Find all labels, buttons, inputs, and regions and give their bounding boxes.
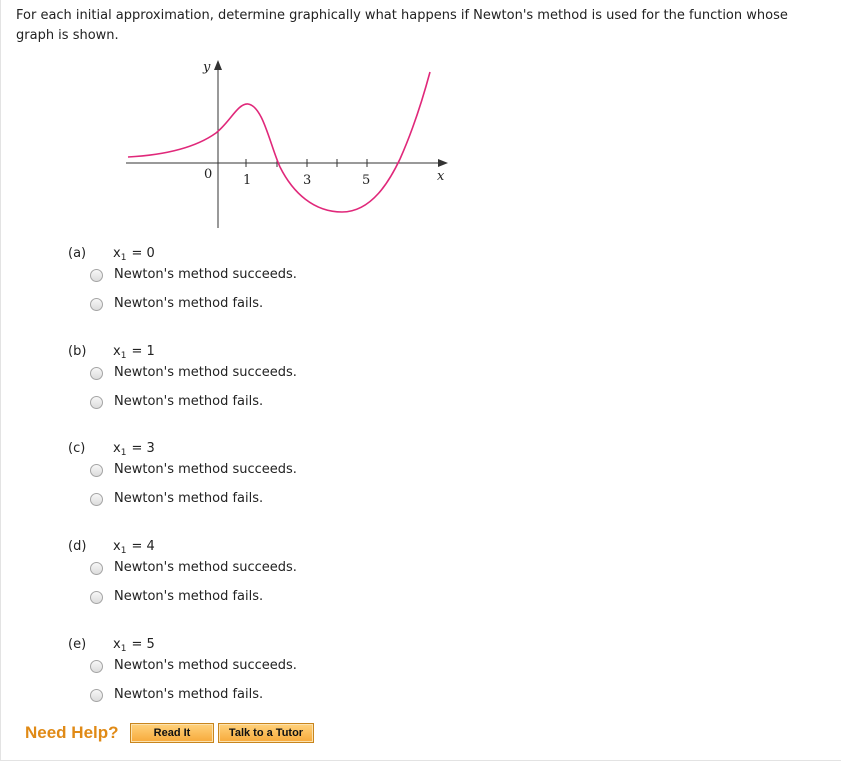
need-help-title: Need Help? xyxy=(25,723,119,742)
x-variable: x xyxy=(113,246,121,261)
x-value: = 1 xyxy=(131,344,155,359)
question-part xyxy=(68,246,368,326)
question-part xyxy=(68,539,368,619)
question-part xyxy=(68,344,368,424)
tick-label-1: 1 xyxy=(243,173,252,188)
radio-button[interactable] xyxy=(90,591,103,604)
x-subscript: 1 xyxy=(120,351,127,361)
question-prompt: For each initial approximation, determine graphically what happens if Newton's method is used for the function whose graph is shown. xyxy=(16,8,788,43)
initial-approximation xyxy=(113,246,155,263)
option-label[interactable]: Newton's method succeeds. xyxy=(114,462,297,477)
part-letter: (c) xyxy=(68,441,86,456)
radio-button[interactable] xyxy=(90,562,103,575)
x-value: = 4 xyxy=(131,539,155,554)
initial-approximation xyxy=(113,344,155,361)
option-label[interactable]: Newton's method fails. xyxy=(114,589,264,604)
radio-button[interactable] xyxy=(90,396,103,409)
part-letter: (d) xyxy=(68,539,87,554)
x-variable: x xyxy=(113,441,121,456)
part-letter: (e) xyxy=(68,637,87,652)
option-label[interactable]: Newton's method succeeds. xyxy=(114,365,297,380)
x-variable: x xyxy=(113,637,121,652)
x-variable: x xyxy=(113,539,121,554)
x-value: = 5 xyxy=(131,637,155,652)
radio-button[interactable] xyxy=(90,660,103,673)
function-graph xyxy=(0,0,842,240)
option-label[interactable]: Newton's method fails. xyxy=(114,296,264,311)
x-axis-label: x xyxy=(437,169,445,184)
radio-button[interactable] xyxy=(90,367,103,380)
x-value: = 3 xyxy=(131,441,155,456)
option-label[interactable]: Newton's method succeeds. xyxy=(114,658,297,673)
question-part xyxy=(68,637,368,717)
radio-button[interactable] xyxy=(90,464,103,477)
part-letter: (a) xyxy=(68,246,87,261)
function-curve xyxy=(128,72,430,212)
option-label[interactable]: Newton's method succeeds. xyxy=(114,267,297,282)
tick-label-5: 5 xyxy=(362,173,371,188)
option-label[interactable]: Newton's method fails. xyxy=(114,491,264,506)
initial-approximation xyxy=(113,441,155,458)
radio-button[interactable] xyxy=(90,689,103,702)
x-axis-arrow xyxy=(438,159,448,167)
origin-label: 0 xyxy=(204,167,213,182)
x-variable: x xyxy=(113,344,121,359)
radio-button[interactable] xyxy=(90,493,103,506)
x-value: = 0 xyxy=(131,246,155,261)
initial-approximation xyxy=(113,637,155,654)
question-part xyxy=(68,441,368,521)
y-axis-label: y xyxy=(203,60,211,75)
radio-button[interactable] xyxy=(90,298,103,311)
y-axis-arrow xyxy=(214,60,222,70)
x-subscript: 1 xyxy=(120,546,127,556)
tick-label-3: 3 xyxy=(303,173,312,188)
option-label[interactable]: Newton's method fails. xyxy=(114,687,264,702)
x-subscript: 1 xyxy=(120,448,127,458)
read-it-button[interactable]: Read It xyxy=(130,723,214,743)
part-letter: (b) xyxy=(68,344,87,359)
x-subscript: 1 xyxy=(120,644,127,654)
radio-button[interactable] xyxy=(90,269,103,282)
initial-approximation xyxy=(113,539,155,556)
option-label[interactable]: Newton's method fails. xyxy=(114,394,264,409)
talk-to-tutor-button[interactable]: Talk to a Tutor xyxy=(218,723,314,743)
x-subscript: 1 xyxy=(120,253,127,263)
option-label[interactable]: Newton's method succeeds. xyxy=(114,560,297,575)
